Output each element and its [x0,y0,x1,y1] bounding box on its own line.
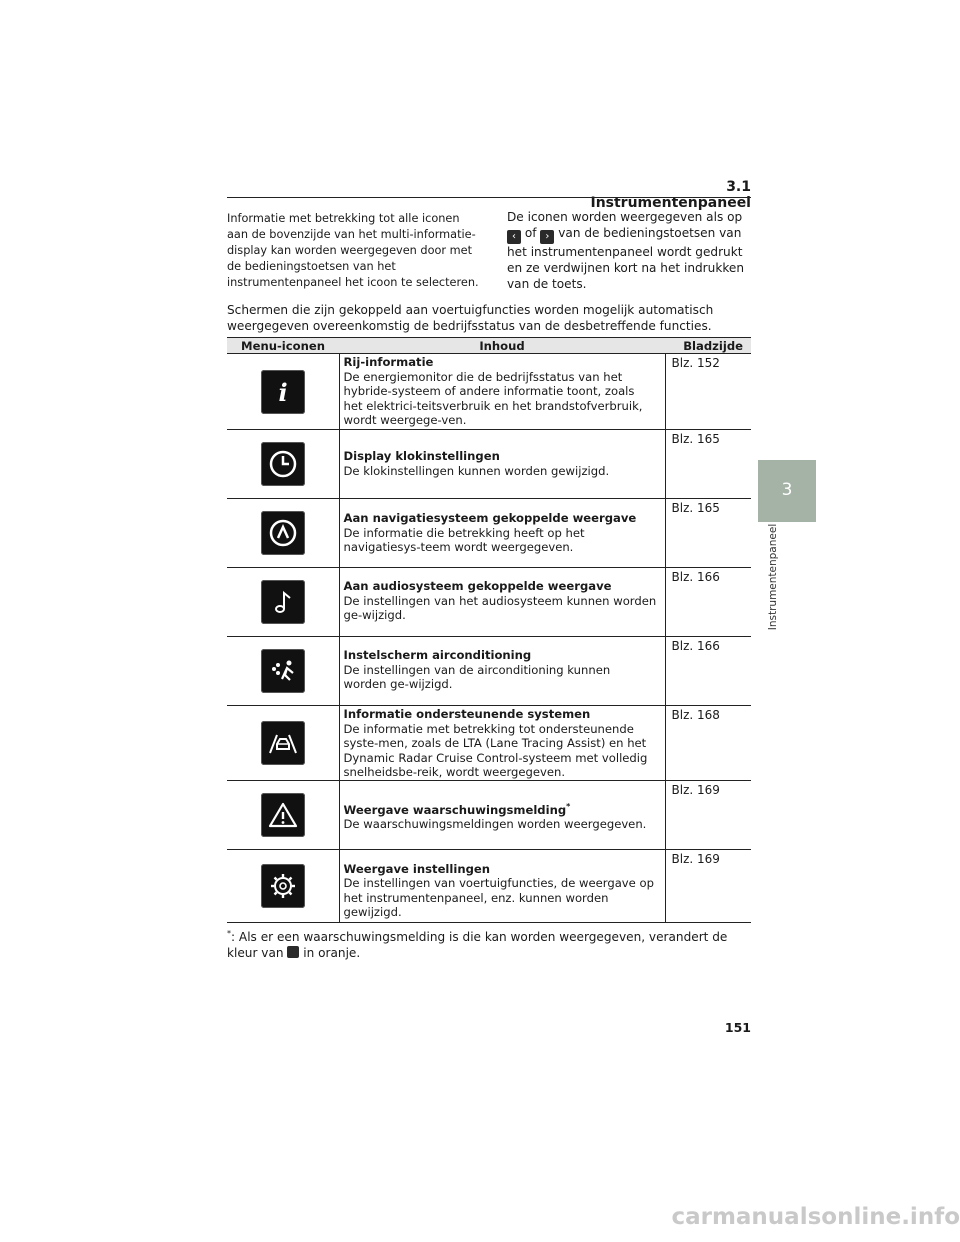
air-conditioning-icon [261,649,305,693]
warning-icon [261,793,305,837]
clock-icon [261,442,305,486]
row-title [344,800,657,817]
icon-cell [227,499,339,568]
page-cell: Blz. 166 [665,568,751,637]
music-note-icon [261,580,305,624]
intro-right-paragraph [507,209,753,292]
footnote [227,926,757,961]
header-content: Inhoud [339,338,665,354]
row-title: Display klokinstellingen [343,449,500,463]
icon-cell [227,430,339,499]
content-cell [339,568,665,637]
settings-gear-icon [261,864,305,908]
chevron-left-icon: ‹ [507,230,521,244]
row-title-text: Weergave waarschuwingsmelding [343,802,567,817]
footnote-text [227,926,757,961]
table-row [227,568,751,637]
chapter-tab [758,460,816,522]
info-icon [261,370,305,414]
page-cell: Blz. 166 [665,637,751,706]
icon-cell [227,568,339,637]
content-cell [339,430,665,499]
header-page: Bladzijde [665,338,751,354]
table-row [227,499,751,568]
section-title: 3.1 Instrumentenpaneel [590,179,751,211]
row-title: Instelscherm airconditioning [343,648,532,662]
page-cell: Blz. 168 [665,706,751,781]
row-description: De energiemonitor die de bedrijfsstatus van het hybride-systeem of andere informatie toont, zoals het elektrici-teitsverbruik en het brandstofverbruik, wordt weergege-ven. [343,369,643,427]
footnote-part1: : Als er een waarschuwingsmelding is die kan worden weergegeven, verandert de kleur van [227,930,728,961]
navigation-icon [261,511,305,555]
svg-text:i: i [278,377,288,407]
icon-cell [227,849,339,922]
driving-assist-icon [261,721,305,765]
content-cell [339,780,665,849]
footnote-marker: * [227,929,231,938]
icon-cell [227,780,339,849]
row-title: Aan navigatiesysteem gekoppelde weergave [343,511,637,525]
page-cell: Blz. 169 [665,780,751,849]
table-row [227,430,751,499]
row-description: De instellingen van voertuigfuncties, de weergave op het instrumentenpaneel, enz. kunnen worden gewijzigd. [343,876,654,919]
content-cell [339,637,665,706]
page-cell: Blz. 165 [665,430,751,499]
row-title: Aan audiosysteem gekoppelde weergave [343,579,612,593]
page-number: 151 [724,1020,751,1035]
warning-icon [287,946,299,958]
chevron-right-icon: › [540,230,554,244]
page-cell: Blz. 165 [665,499,751,568]
intro-right-part2: van de bedieningstoetsen van het instrumentenpaneel wordt gedrukt en ze verdwijnen kort na het indrukken van de toets. [507,226,745,291]
table-row [227,849,751,922]
row-description: De informatie met betrekking tot ondersteunende syste-men, zoals de LTA (Lane Tracing Assist) en het Dynamic Radar Cruise Control-systeem met volledig snelheidsbe-reik, wordt weergegeven. [343,721,648,779]
icon-cell [227,706,339,781]
table-row [227,780,751,849]
header-menu-icons: Menu-iconen [227,338,339,354]
content-cell [339,499,665,568]
row-description: De waarschuwingsmeldingen worden weergegeven. [343,816,647,831]
row-description: De instellingen van de airconditioning kunnen worden ge-wijzigd. [343,662,611,691]
icon-cell [227,354,339,430]
menu-icons-table [227,337,751,923]
table-row [227,706,751,781]
row-title: Informatie ondersteunende systemen [343,707,591,721]
row-description: De instellingen van het audiosysteem kunnen worden ge-wijzigd. [343,593,657,622]
icon-cell [227,637,339,706]
screens-note [227,302,757,334]
page-cell: Blz. 152 [665,354,751,430]
footnote-marker: * [566,801,571,811]
table-header-row [227,338,751,354]
content-cell [339,354,665,430]
watermark: carmanualsonline.info [671,1204,960,1230]
row-title: Rij-informatie [343,355,434,369]
screens-note-text: Schermen die zijn gekoppeld aan voertuigfuncties worden mogelijk automatisch weergegeven overeenkomstig de bedrijfsstatus van de desbetreffende functies. [227,303,714,333]
footnote-part2: in oranje. [303,946,361,961]
page-cell: Blz. 169 [665,849,751,922]
chapter-label [758,522,788,632]
intro-left-paragraph: Informatie met betrekking tot alle iconen aan de bovenzijde van het multi-informatie-display kan worden weergegeven door met de bedieningstoetsen van het instrumentenpaneel het icoon te selecteren. [227,212,479,289]
header-divider [227,197,751,198]
table-row [227,354,751,430]
chapter-label-text: Instrumentenpaneel [767,523,779,631]
intro-right-of: of [524,226,537,240]
row-description: De informatie die betrekking heeft op het navigatiesys-teem wordt weergegeven. [343,525,585,554]
table-row [227,637,751,706]
row-description: De klokinstellingen kunnen worden gewijzigd. [343,463,610,478]
row-title: Weergave instellingen [343,861,491,876]
content-cell [339,849,665,922]
chapter-number: 3 [781,480,793,500]
intro-right-text [507,209,753,292]
content-cell [339,706,665,781]
intro-right-part1: De iconen worden weergegeven als op [507,210,743,224]
intro-left-text [227,211,483,291]
